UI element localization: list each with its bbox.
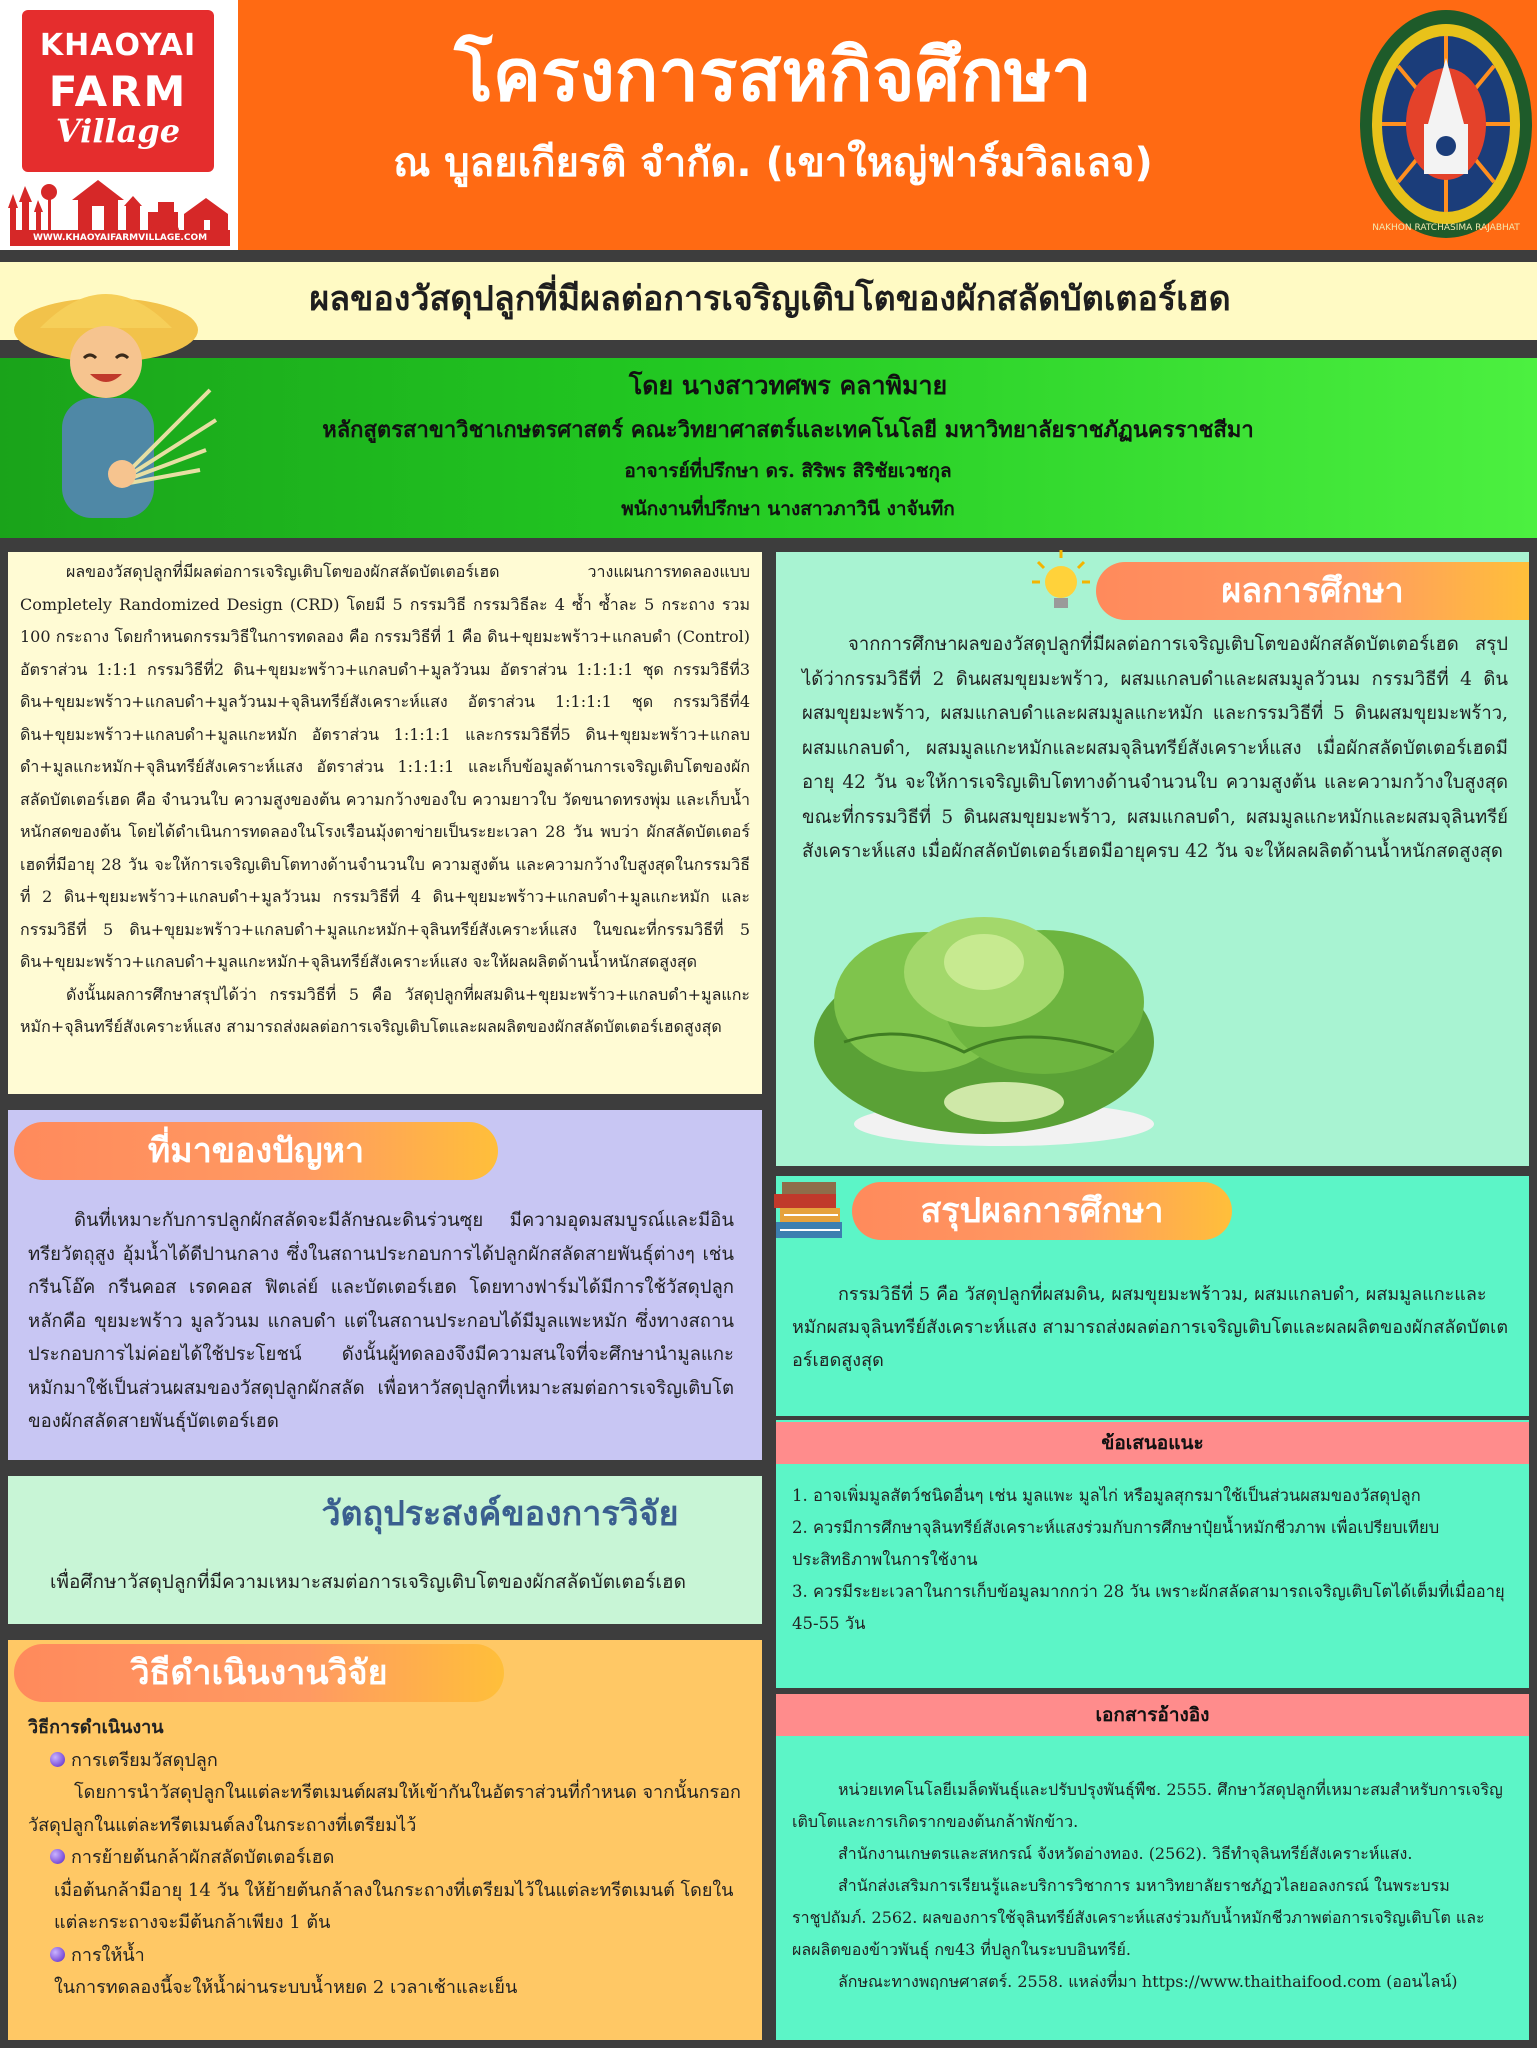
references-heading: เอกสารอ้างอิง [776,1694,1529,1736]
logo-url: WWW.KHAOYAIFARMVILLAGE.COM [10,230,230,246]
bullet-icon [50,1947,65,1962]
method-step [28,1745,748,1778]
author-staff-advisor: พนักงานที่ปรึกษา นางสาวภาวินี งาจันทึก [621,498,955,520]
suggestions-list [792,1480,1512,1640]
butterhead-lettuce-image [804,892,1168,1154]
books-icon [770,1176,848,1246]
logo-text-farm: FARM [48,67,188,116]
bullet-icon [50,1752,65,1767]
method-step-title: การย้ายต้นกล้าผักสลัดบัตเตอร์เฮด [71,1847,335,1868]
research-title: ผลของวัสดุปลูกที่มีผลต่อการเจริญเติบโตของผักสลัดบัตเตอร์เฮด [309,279,1231,319]
poster-title: โครงการสหกิจศึกษา [454,33,1092,117]
logo-text-khaoyai: KHAOYAI [39,28,197,63]
lightbulb-sun-icon [1030,548,1092,614]
results-text: จากการศึกษาผลของวัสดุปลูกที่มีผลต่อการเจริญเติบโตของผักสลัดบัตเตอร์เฮด สรุปได้ว่ากรรมวิธีที่ 2 ดินผสมขุยมะพร้าว, ผสมแกลบดำและผสมมูลวัวนม กรรมวิธีที่ 4 ดินผสมขุยมะพร้าว, ผสมแกลบดำและผสมมูลแกะหมัก และกรรมวิธีที่ 5 ดินผสมขุยมะพร้าว, ผสมแกลบดำ, ผสมมูลแกะหมักและผสมจุลินทรีย์สังเคราะห์แสง เมื่อผักสลัดบัตเตอร์เฮดมีอายุ 42 วัน จะให้การเจริญเติบโตทางด้านจำนวนใบ ความสูงต้น และความกว้างใบสูงสุด ขณะที่กรรมวิธีที่ 5 ดินผสมขุยมะพร้าว, ผสมแกลบดำ, ผสมมูลแกะหมักและผสมจุลินทรีย์สังเคราะห์แสง เมื่อผักสลัดบัตเตอร์เฮดมีอายุครบ 42 วัน จะให้ผลผลิตด้านน้ำหนักสดสูงสุด [802,634,1508,862]
suggestion-item: 1. อาจเพิ่มมูลสัตว์ชนิดอื่นๆ เช่น มูลแพะ มูลไก่ หรือมูลสุกรมาใช้เป็นส่วนผสมของวัสดุปลูก [792,1486,1421,1505]
bullet-icon [50,1849,65,1864]
problem-heading: ที่มาของปัญหา [14,1122,498,1180]
reference-item: สำนักส่งเสริมการเรียนรู้และบริการวิชาการ มหาวิทยาลัยราชภัฏวไลยอลงกรณ์ ในพระบรมราชูปถัมภ์. 2562. ผลของการใช้จุลินทรีย์สังเคราะห์แสงร่วมกับน้ำหมักชีวภาพต่อการเจริญเติบโต และผลผลิตของข้าวพันธุ์ กข43 ที่ปลูกในระบบอินทรีย์. [792,1876,1485,1959]
problem-text: ดินที่เหมาะกับการปลูกผักสลัดจะมีลักษณะดินร่วนซุย มีความอุดมสมบูรณ์และมีอินทรียวัตถุสูง อุ้มน้ำได้ดีปานกลาง ซึ่งในสถานประกอบการได้ปลูกผักสลัดสายพันธุ์ต่างๆ เช่น กรีนโอ๊ค กรีนคอส เรดคอส ฟิตเล่ย์ และบัตเตอร์เฮด โดยทางฟาร์มได้มีการใช้วัสดุปลูกหลักคือ ขุยมะพร้าว มูลวัวนม แกลบดำ แต่ในสถานประกอบได้มีมูลแพะหมัก ซึ่งทางสถานประกอบการไม่ค่อยได้ใช้ประโยชน์ ดังนั้นผู้ทดลองจึงมีความสนใจที่จะศึกษานำมูลแกะหมักมาใช้เป็นส่วนผสมของวัสดุปลูกผักสลัด เพื่อหาวัสดุปลูกที่เหมาะสมต่อการเจริญเติบโตของผักสลัดสายพันธุ์บัตเตอร์เฮด [28,1210,734,1432]
method-heading: วิธีดำเนินงานวิจัย [14,1644,504,1702]
method-step-title: การให้น้ำ [71,1944,145,1966]
university-seal-icon [1358,6,1534,242]
abstract-text [20,556,750,1044]
farm-silhouette-icon [8,176,230,230]
objective-text: เพื่อศึกษาวัสดุปลูกที่มีความเหมาะสมต่อการเจริญเติบโตของผักสลัดบัตเตอร์เฮด [50,1571,686,1593]
results-heading: ผลการศึกษา [1096,562,1529,620]
method-step-title: การเตรียมวัสดุปลูก [71,1749,218,1771]
author-name: โดย นางสาวทศพร คลาพิมาย [628,371,948,400]
author-program: หลักสูตรสาขาวิชาเกษตรศาสตร์ คณะวิทยาศาสตร์และเทคโนโลยี มหาวิทยาลัยราชภัฏนครราชสีมา [322,417,1254,443]
suggestion-item: 3. ควรมีระยะเวลาในการเก็บข้อมูลมากกว่า 28 วัน เพราะผักสลัดสามารถเจริญเติบโตได้เต็มที่เมื่ออายุ 45-55 วัน [792,1582,1505,1633]
suggestions-heading: ข้อเสนอแนะ [776,1422,1529,1464]
objective-heading: วัตถุประสงค์ของการวิจัย [321,1494,679,1534]
reference-item: ลักษณะทางพฤกษศาสตร์. 2558. แหล่งที่มา https://www.thaithaifood.com (ออนไลน์) [838,1972,1458,1991]
poster-subtitle: ณ บูลยเกียรติ จำกัด. (เขาใหญ่ฟาร์มวิลเลจ) [393,140,1153,186]
method-step-text: ในการทดลองนี้จะให้น้ำผ่านระบบน้ำหยด 2 เวลาเช้าและเย็น [54,1977,518,1998]
logo-text-village: Village [55,112,181,150]
abstract-paragraph-1: ผลของวัสดุปลูกที่มีผลต่อการเจริญเติบโตของผักสลัดบัตเตอร์เฮด วางแผนการทดลองแบบ Completely Randomized Design (CRD) โดยมี 5 กรรมวิธี กรรมวิธีละ 4 ซ้ำ ซ้ำละ 5 กระถาง รวม 100 กระถาง โดยกำหนดกรรมวิธีในการทดลอง คือ กรรมวิธีที่ 1 คือ ดิน+ขุยมะพร้าว+แกลบดำ (Control) อัตราส่วน 1:1:1 กรรมวิธีที่2 ดิน+ขุยมะพร้าว+แกลบดำ+มูลวัวนม อัตราส่วน 1:1:1:1 ชุด กรรมวิธีที่3 ดิน+ขุยมะพร้าว+แกลบดำ+มูลวัวนม+จุลินทรีย์สังเคราะห์แสง อัตราส่วน 1:1:1:1 ชุด กรรมวิธีที่4 ดิน+ขุยมะพร้าว+แกลบดำ+มูลแกะหมัก อัตราส่วน 1:1:1:1 และกรรมวิธีที่5 ดิน+ขุยมะพร้าว+แกลบดำ+มูลแกะหมัก+จุลินทรีย์สังเคราะห์แสง อัตราส่วน 1:1:1:1 และเก็บข้อมูลด้านการเจริญเติบโตของผักสลัดบัตเตอร์เฮด คือ จำนวนใบ ความสูงของต้น ความกว้างของใบ ความยาวใบ วัดขนาดทรงพุ่ม และเก็บน้ำหนักสดของต้น โดยได้ดำเนินการทดลองในโรงเรือนมุ้งตาข่ายเป็นระยะเวลา 28 วัน พบว่า ผักสลัดบัตเตอร์เฮดที่มีอายุ 28 วัน จะให้การเจริญเติบโตทางด้านจำนวนใบ ความสูงต้น และความกว้างใบสูงสุดในกรรมวิธีที่ 2 ดิน+ขุยมะพร้าว+แกลบดำ+มูลวัวนม กรรมวิธีที่ 4 ดิน+ขุยมะพร้าว+แกลบดำ+มูลแกะหมัก และกรรมวิธีที่ 5 ดิน+ขุยมะพร้าว+แกลบดำ+มูลแกะหมัก+จุลินทรีย์สังเคราะห์แสง ในขณะที่กรรมวิธีที่ 5 ดิน+ขุยมะพร้าว+แกลบดำ+มูลแกะหมัก+จุลินทรีย์สังเคราะห์แสง จะให้ผลผลิตด้านน้ำหนักสดสูงสุด [20,562,750,971]
khaoyai-farm-logo [0,0,238,250]
method-step-text: โดยการนำวัสดุปลูกในแต่ละทรีตเมนต์ผสมให้เข้ากันในอัตราส่วนที่กำหนด จากนั้นกรอกวัสดุปลูกในแต่ละทรีตเมนต์ลงในกระถางที่เตรียมไว้ [28,1782,741,1836]
conclusion-heading: สรุปผลการศึกษา [852,1182,1232,1240]
suggestion-item: 2. ควรมีการศึกษาจุลินทรีย์สังเคราะห์แสงร่วมกับการศึกษาปุ๋ยน้ำหมักชีวภาพ เพื่อเปรียบเทียบประสิทธิภาพในการใช้งาน [792,1518,1440,1569]
seal-caption: NAKHON RATCHASIMA RAJABHAT [1372,223,1520,233]
references-list [792,1774,1512,1998]
conclusion-text: กรรมวิธีที่ 5 คือ วัสดุปลูกที่ผสมดิน, ผสมขุยมะพร้าวม, ผสมแกลบดำ, ผสมมูลแกะและหมักผสมจุลินทรีย์สังเคราะห์แสง สามารถส่งผลต่อการเจริญเติบโตและผลผลิตของผักสลัดบัตเตอร์เฮดสูงสุด [792,1284,1509,1371]
abstract-paragraph-2: ดังนั้นผลการศึกษาสรุปได้ว่า กรรมวิธีที่ 5 คือ วัสดุปลูกที่ผสมดิน+ขุยมะพร้าว+แกลบดำ+มูลแกะหมัก+จุลินทรีย์สังเคราะห์แสง สามารถส่งผลต่อการเจริญเติบโตและผลผลิตของผักสลัดบัตเตอร์เฮดสูงสุด [20,984,750,1036]
author-advisor: อาจารย์ที่ปรึกษา ดร. สิริพร สิริชัยเวชกุล [624,460,952,482]
method-step-text: เมื่อต้นกล้ามีอายุ 14 วัน ให้ย้ายต้นกล้าลงในกระถางที่เตรียมไว้ในแต่ละทรีตเมนต์ โดยในแต่ละกระถางจะมีต้นกล้าเพียง 1 ต้น [54,1879,734,1933]
reference-item: สำนักงานเกษตรและสหกรณ์ จังหวัดอ่างทอง. (2562). วิธีทำจุลินทรีย์สังเคราะห์แสง. [838,1844,1413,1863]
method-step [28,1940,748,1973]
method-subheading: วิธีการดำเนินงาน [28,1717,164,1738]
author-info [238,364,1338,528]
method-step [28,1842,748,1875]
farmer-illustration-icon [10,270,220,540]
reference-item: หน่วยเทคโนโลยีเมล็ดพันธุ์และปรับปรุงพันธุ์พืช. 2555. ศึกษาวัสดุปลูกที่เหมาะสมสำหรับการเจริญเติบโตและการเกิดรากของต้นกล้าพักข้าว. [792,1780,1503,1831]
logo-badge [22,10,214,172]
method-content [28,1712,748,2005]
